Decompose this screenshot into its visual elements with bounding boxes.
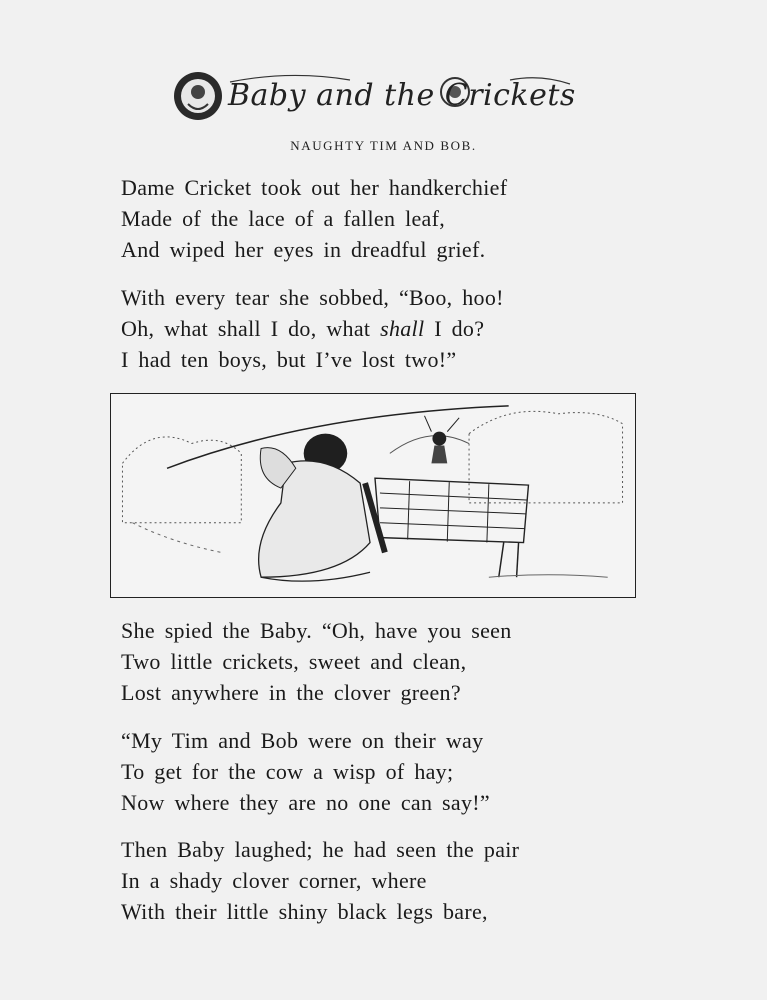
page-title: Baby and the Crickets xyxy=(228,78,576,113)
verse-line: “My Tim and Bob were on their way xyxy=(121,728,484,753)
chapter-subtitle: NAUGHTY TIM AND BOB. xyxy=(290,138,477,153)
verse-line: Dame Cricket took out her handkerchief xyxy=(121,175,508,200)
verse-line: Lost anywhere in the clover green? xyxy=(121,680,461,705)
decorative-title-header xyxy=(170,68,590,124)
emphasized-word: shall xyxy=(380,316,425,341)
verse-line-start: Oh, what shall I do, what xyxy=(121,316,381,341)
verse-line-with-emphasis xyxy=(121,313,621,344)
stanza-5 xyxy=(121,834,621,927)
cricket-cart-illustration xyxy=(111,394,635,597)
verse-line: Two little crickets, sweet and clean, xyxy=(121,649,467,674)
verse-line: Made of the lace of a fallen leaf, xyxy=(121,206,446,231)
verse-line: In a shady clover corner, where xyxy=(121,868,427,893)
verse-line: To get for the cow a wisp of hay; xyxy=(121,759,454,784)
stanza-2 xyxy=(121,282,621,375)
verse-line: Then Baby laughed; he had seen the pair xyxy=(121,837,520,862)
verse-line: She spied the Baby. “Oh, have you seen xyxy=(121,618,512,643)
verse-line: And wiped her eyes in dreadful grief. xyxy=(121,237,486,262)
verse-line: Now where they are no one can say!” xyxy=(121,790,490,815)
verse-line: With their little shiny black legs bare, xyxy=(121,899,488,924)
verse-line: I had ten boys, but I’ve lost two!” xyxy=(121,347,457,372)
verse-line-end: I do? xyxy=(424,316,485,341)
stanza-1 xyxy=(121,172,621,265)
stanza-3 xyxy=(121,615,621,708)
stanza-4 xyxy=(121,725,621,818)
illustration-dame-cricket-cart xyxy=(110,393,636,598)
verse-line: With every tear she sobbed, “Boo, hoo! xyxy=(121,285,504,310)
